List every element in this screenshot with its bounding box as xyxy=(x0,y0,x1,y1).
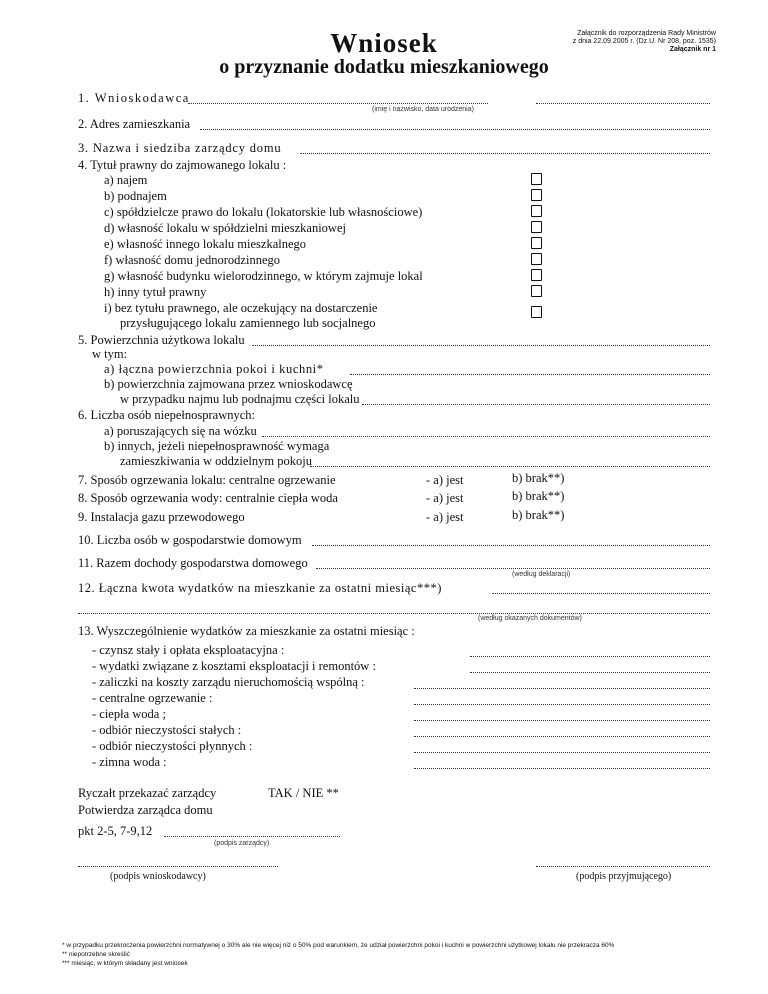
annex-line-1: Załącznik do rozporządzenia Rady Ministrów xyxy=(577,30,716,37)
checkbox-4f[interactable] xyxy=(531,253,542,265)
option-6b-cont: zamieszkiwania w oddzielnym pokoju xyxy=(120,454,312,468)
expenses-field-cont[interactable] xyxy=(78,613,710,614)
gas-option-b[interactable]: b) brak**) xyxy=(512,508,565,522)
expenses-field[interactable] xyxy=(492,593,710,594)
receiver-signature-field[interactable] xyxy=(536,866,710,867)
checkbox-4g[interactable] xyxy=(531,269,542,281)
expense-hot-water: - ciepła woda ; xyxy=(92,707,166,721)
checkbox-4d[interactable] xyxy=(531,221,542,233)
option-4b: b) podnajem xyxy=(104,189,167,203)
income-hint: (według deklaracji) xyxy=(512,571,571,578)
option-4h: h) inny tytuł prawny xyxy=(104,285,207,299)
applicant-birthdate-field[interactable] xyxy=(536,103,710,104)
option-4d: d) własność lokalu w spółdzielni mieszkaniowej xyxy=(104,221,346,235)
expense-solid-waste: - odbiór nieczystości stałych : xyxy=(92,723,242,737)
annex-note xyxy=(566,30,716,54)
address-field[interactable] xyxy=(200,129,710,130)
option-4i-cont: przysługującego lokalu zamiennego lub socjalnego xyxy=(120,316,376,330)
option-4c: c) spółdzielcze prawo do lokalu (lokatorskie lub własnościowe) xyxy=(104,205,423,219)
item-water-label: 8. Sposób ogrzewania wody: centralnie ciepła woda xyxy=(78,491,338,505)
household-field[interactable] xyxy=(312,545,710,546)
option-5a: a) łączna powierzchnia pokoi i kuchni* xyxy=(104,362,324,376)
item-area-label: 5. Powierzchnia użytkowa lokalu xyxy=(78,333,245,347)
option-5b-cont: w przypadku najmu lub podnajmu części lokalu xyxy=(120,392,360,406)
option-4i: i) bez tytułu prawnego, ale oczekujący na dostarczenie xyxy=(104,301,378,315)
disabled-6b-field[interactable] xyxy=(310,466,710,467)
water-option-b[interactable]: b) brak**) xyxy=(512,489,565,503)
option-5b: b) powierzchnia zajmowana przez wnioskodawcę xyxy=(104,377,353,391)
expense-heating: - centralne ogrzewanie : xyxy=(92,691,213,705)
option-6b: b) innych, jeżeli niepełnosprawność wymaga xyxy=(104,439,330,453)
expense-cold-water-field[interactable] xyxy=(414,768,710,769)
expense-maintenance: - wydatki związane z kosztami eksploatacji i remontów : xyxy=(92,659,376,673)
expense-cold-water: - zimna woda : xyxy=(92,755,167,769)
option-4e: e) własność innego lokalu mieszkalnego xyxy=(104,237,307,251)
checkbox-4h[interactable] xyxy=(531,285,542,297)
footnote-1: * w przypadku przekroczenia powierzchni normatywnej o 30% ale nie więcej niż o 50% pod warunkiem, że udział powierzchni pokoi i kuchni w powierzchni użytkowej lokalu nie przekracza 60% xyxy=(62,942,615,949)
item-address-label: 2. Adres zamieszkania xyxy=(78,117,191,131)
checkbox-4c[interactable] xyxy=(531,205,542,217)
page-title: Wniosek xyxy=(330,28,438,58)
checkbox-4b[interactable] xyxy=(531,189,542,201)
expense-maintenance-field[interactable] xyxy=(470,672,710,673)
item-disabled-label: 6. Liczba osób niepełnosprawnych: xyxy=(78,408,256,422)
lump-sum-label: Ryczałt przekazać zarządcy xyxy=(78,786,217,800)
item-expenses-label: 12. Łączna kwota wydatków na mieszkanie za ostatni miesiąc***) xyxy=(78,581,442,595)
item-household-label: 10. Liczba osób w gospodarstwie domowym xyxy=(78,533,302,547)
disabled-6a-field[interactable] xyxy=(262,436,710,437)
expense-advances: - zaliczki na koszty zarządu nieruchomością wspólną : xyxy=(92,675,365,689)
footnote-2: ** niepotrzebne skreślić xyxy=(62,951,130,958)
checkbox-4i[interactable] xyxy=(531,306,542,318)
area-5a-field[interactable] xyxy=(350,374,710,375)
applicant-signature-hint: (podpis wnioskodawcy) xyxy=(110,871,206,882)
admin-signature-field[interactable] xyxy=(164,836,340,837)
expense-liquid-waste: - odbiór nieczystości płynnych : xyxy=(92,739,253,753)
item-income-label: 11. Razem dochody gospodarstwa domowego xyxy=(78,556,308,570)
expense-advances-field[interactable] xyxy=(414,688,710,689)
option-4f: f) własność domu jednorodzinnego xyxy=(104,253,281,267)
applicant-hint: (imię i nazwisko, data urodzenia) xyxy=(372,106,474,113)
lump-sum-choice[interactable]: TAK / NIE ** xyxy=(268,786,339,800)
area-field[interactable] xyxy=(252,345,710,346)
checkbox-4e[interactable] xyxy=(531,237,542,249)
option-4a: a) najem xyxy=(104,173,148,187)
expense-hot-water-field[interactable] xyxy=(414,720,710,721)
applicant-name-field[interactable] xyxy=(188,103,488,104)
checkbox-4a[interactable] xyxy=(531,173,542,185)
heating-option-b[interactable]: b) brak**) xyxy=(512,471,565,485)
page-subtitle: o przyznanie dodatku mieszkaniowego xyxy=(219,56,549,78)
annex-line-2: z dnia 22.09.2005 r. (Dz.U. Nr 208, poz. 1535) xyxy=(572,38,716,45)
item-area-incl: w tym: xyxy=(92,347,128,361)
expense-rent: - czynsz stały i opłata eksploatacyjna : xyxy=(92,643,285,657)
footnote-3: *** miesiąc, w którym składany jest wniosek xyxy=(62,960,188,967)
gas-option-a[interactable]: - a) jest xyxy=(426,510,464,524)
option-6a: a) poruszających się na wózku xyxy=(104,424,257,438)
water-option-a[interactable]: - a) jest xyxy=(426,491,464,505)
points-label: pkt 2-5, 7-9,12 xyxy=(78,824,153,838)
expense-heating-field[interactable] xyxy=(414,704,710,705)
item-gas-label: 9. Instalacja gazu przewodowego xyxy=(78,510,245,524)
item-admin-label: 3. Nazwa i siedziba zarządcy domu xyxy=(78,141,282,155)
applicant-signature-field[interactable] xyxy=(78,866,278,867)
option-4g: g) własność budynku wielorodzinnego, w którym zajmuje lokal xyxy=(104,269,423,283)
expense-solid-waste-field[interactable] xyxy=(414,736,710,737)
admin-field[interactable] xyxy=(300,153,710,154)
income-field[interactable] xyxy=(316,568,710,569)
item-title-label: 4. Tytuł prawny do zajmowanego lokalu : xyxy=(78,158,287,172)
annex-line-3: Załącznik nr 1 xyxy=(669,46,716,53)
expenses-hint: (według okazanych dokumentów) xyxy=(478,615,582,622)
item-breakdown-label: 13. Wyszczególnienie wydatków za mieszkanie za ostatni miesiąc : xyxy=(78,624,415,638)
expense-liquid-waste-field[interactable] xyxy=(414,752,710,753)
area-5b-field[interactable] xyxy=(362,404,710,405)
item-applicant-label: 1. Wnioskodawca xyxy=(78,91,190,105)
heating-option-a[interactable]: - a) jest xyxy=(426,473,464,487)
confirm-label: Potwierdza zarządca domu xyxy=(78,803,213,817)
item-heating-label: 7. Sposób ogrzewania lokalu: centralne ogrzewanie xyxy=(78,473,336,487)
admin-signature-hint: (podpis zarządcy) xyxy=(214,840,270,847)
expense-rent-field[interactable] xyxy=(470,656,710,657)
receiver-signature-hint: (podpis przyjmującego) xyxy=(576,871,672,882)
